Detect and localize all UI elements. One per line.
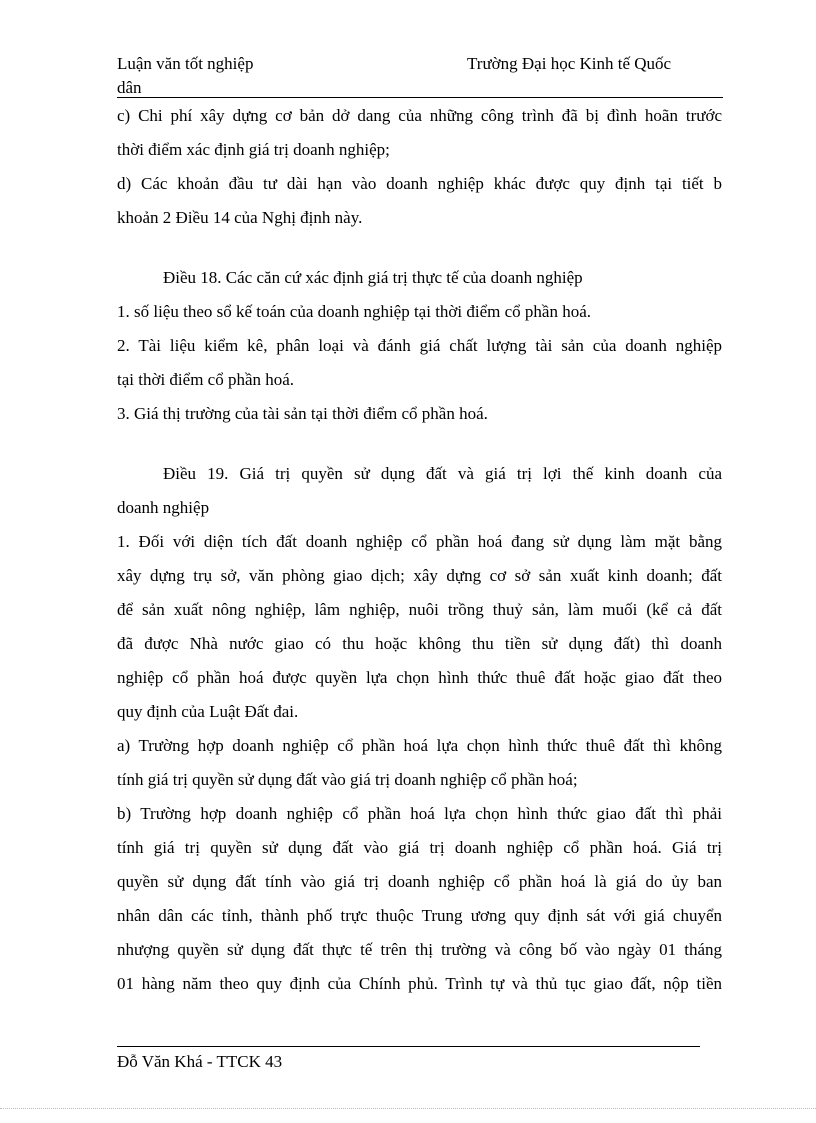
body-line: a) Trường hợp doanh nghiệp cổ phần hoá lựa chọn hình thức thuê đất thì không bbox=[117, 736, 722, 755]
paragraph-gap bbox=[117, 431, 722, 457]
body-line: xây dựng trụ sở, văn phòng giao dịch; xây dựng cơ sở sản xuất kinh doanh; đất bbox=[117, 566, 722, 585]
body-line: tính giá trị quyền sử dụng đất vào giá trị doanh nghiệp cổ phần hoá; bbox=[117, 770, 578, 789]
body-line: nhượng quyền sử dụng đất thực tế trên thị trường và công bố vào ngày 01 tháng bbox=[117, 940, 722, 959]
body-line: tại thời điểm cổ phần hoá. bbox=[117, 370, 295, 389]
body-line: quy định của Luật Đất đai. bbox=[117, 702, 299, 721]
body-line: khoản 2 Điều 14 của Nghị định này. bbox=[117, 208, 363, 227]
body-line: 2. Tài liệu kiểm kê, phân loại và đánh giá chất lượng tài sản của doanh nghiệp bbox=[117, 336, 722, 355]
body-line: để sản xuất nông nghiệp, lâm nghiệp, nuôi trồng thuỷ sản, làm muối (kể cả đất bbox=[117, 600, 722, 619]
body-line: nhân dân các tỉnh, thành phố trực thuộc Trung ương quy định sát với giá chuyển bbox=[117, 906, 722, 925]
article-18-heading: Điều 18. Các căn cứ xác định giá trị thực tế của doanh nghiệp bbox=[163, 268, 583, 287]
document-body bbox=[117, 99, 722, 1001]
header-divider bbox=[117, 97, 723, 98]
body-line: doanh nghiệp bbox=[117, 498, 210, 517]
body-line: tính giá trị quyền sử dụng đất vào giá trị doanh nghiệp cổ phần hoá. Giá trị bbox=[117, 838, 722, 857]
footer-author: Đỗ Văn Khá - TTCK 43 bbox=[117, 1052, 283, 1071]
article-19-heading: Điều 19. Giá trị quyền sử dụng đất và giá trị lợi thế kinh doanh của bbox=[163, 464, 722, 483]
body-line: nghiệp cổ phần hoá được quyền lựa chọn hình thức thuê đất hoặc giao đất theo bbox=[117, 668, 722, 687]
body-line: 01 hàng năm theo quy định của Chính phủ. Trình tự và thủ tục giao đất, nộp tiền bbox=[117, 974, 722, 993]
header-left bbox=[117, 52, 297, 100]
body-line: 1. số liệu theo sổ kế toán của doanh nghiệp tại thời điểm cổ phần hoá. bbox=[117, 302, 592, 321]
footer-divider bbox=[117, 1046, 700, 1047]
page-header bbox=[117, 52, 723, 96]
header-thesis-label: Luận văn tốt nghiệp bbox=[117, 54, 254, 73]
body-line: d) Các khoản đầu tư dài hạn vào doanh nghiệp khác được quy định tại tiết b bbox=[117, 174, 722, 193]
header-left-wrap: dân bbox=[117, 78, 142, 97]
body-line: quyền sử dụng đất tính vào giá trị doanh nghiệp cổ phần hoá là giá do ủy ban bbox=[117, 872, 722, 891]
paragraph-gap bbox=[117, 235, 722, 261]
body-line: thời điểm xác định giá trị doanh nghiệp; bbox=[117, 140, 390, 159]
body-line: 3. Giá thị trường của tài sản tại thời điểm cổ phần hoá. bbox=[117, 404, 488, 423]
body-line: 1. Đối với diện tích đất doanh nghiệp cổ phần hoá đang sử dụng làm mặt bằng bbox=[117, 532, 722, 551]
body-line: c) Chi phí xây dựng cơ bản dở dang của những công trình đã bị đình hoãn trước bbox=[117, 106, 722, 125]
body-line: đã được Nhà nước giao có thu hoặc không thu tiền sử dụng đất) thì doanh bbox=[117, 634, 722, 653]
page-edge-dots bbox=[0, 1108, 816, 1109]
body-line: b) Trường hợp doanh nghiệp cổ phần hoá lựa chọn hình thức giao đất thì phải bbox=[117, 804, 722, 823]
header-university: Trường Đại học Kinh tế Quốc bbox=[467, 54, 672, 73]
